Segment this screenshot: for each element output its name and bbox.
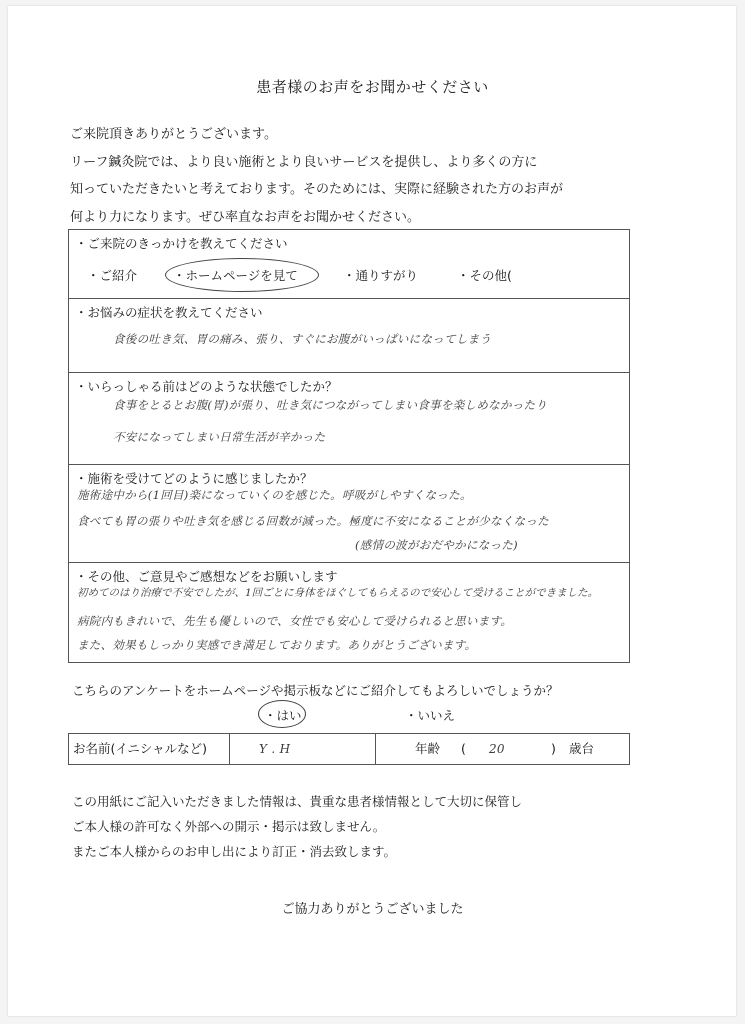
share-permission-question: こちらのアンケートをホームページや掲示板などにご紹介してもよろしいでしょうか？: [72, 683, 559, 698]
section-condition-before: [69, 372, 629, 465]
age-open-paren: (: [461, 741, 466, 756]
age-suffix: 歳台: [569, 741, 595, 756]
age-value[interactable]: 20: [489, 742, 505, 756]
name-age-row: [68, 733, 630, 765]
intro-line: 何より力になります。ぜひ率直なお声をお聞かせください。: [70, 209, 420, 225]
question-label: ・お悩みの症状を教えてください: [75, 305, 263, 320]
intro-line: リーフ鍼灸院では、より良い施術とより良いサービスを提供し、より多くの方に: [70, 154, 538, 170]
question-label: ・いらっしゃる前はどのような状態でしたか？: [75, 379, 338, 394]
handwritten-answer: 病院内もきれいで、先生も優しいので、女性でも安心して受けられると思います。: [77, 614, 513, 628]
privacy-notice: [72, 789, 522, 864]
intro-text: [70, 121, 670, 231]
handwritten-answer: 施術途中から(1回目)楽になっていくのを感じた。呼吸がしやすくなった。: [77, 488, 472, 502]
page-title: 患者様のお声をお聞かせください: [256, 78, 489, 96]
option-homepage[interactable]: ・ホームページを見て: [173, 268, 298, 283]
intro-line: ご来院頂きありがとうございます。: [70, 127, 277, 142]
age-close-paren: ): [551, 741, 556, 756]
section-visit-reason: [69, 230, 629, 298]
divider: [375, 734, 376, 764]
section-comments: [69, 562, 629, 663]
intro-line: 知っていただきたいと考えております。そのためには、実際に経験された方のお声が: [70, 182, 563, 197]
handwritten-answer: 不安になってしまい日常生活が辛かった: [113, 430, 326, 444]
survey-table: [68, 229, 630, 663]
section-symptoms: [69, 298, 629, 373]
notice-line: この用紙にご記入いただきました情報は、貴重な患者様情報として大切に保管し: [72, 794, 523, 809]
closing-message: ご協力ありがとうございました: [281, 902, 464, 917]
name-value[interactable]: Y . H: [259, 742, 291, 756]
handwritten-answer: 初めてのはり治療で不安でしたが、1回ごとに身体をほぐしてもらえるので安心して受けることができました。: [77, 587, 599, 599]
notice-line: またご本人様からのお申し出により訂正・消去致します。: [72, 844, 397, 859]
notice-line: ご本人様の許可なく外部への開示・掲示は致しません。: [72, 819, 386, 834]
handwritten-answer: 食べても胃の張りや吐き気を感じる回数が減った。極度に不安になることが少なくなった: [77, 514, 549, 528]
divider: [229, 734, 230, 764]
option-other[interactable]: ・その他(: [457, 268, 512, 283]
option-passing-by[interactable]: ・通りすがり: [343, 268, 419, 283]
age-label: 年齢: [415, 741, 441, 756]
handwritten-answer: 食後の吐き気、胃の痛み、張り、すぐにお腹がいっぱいになってしまう: [113, 332, 492, 346]
option-referral[interactable]: ・ご紹介: [87, 268, 138, 283]
handwritten-answer: 食事をとるとお腹(胃)が張り、吐き気につながってしまい食事を楽しめなかったり: [113, 398, 548, 412]
option-no[interactable]: ・いいえ: [405, 708, 456, 723]
option-yes[interactable]: ・はい: [264, 708, 302, 723]
question-label: ・ご来院のきっかけを教えてください: [75, 236, 288, 251]
handwritten-answer: (感情の波がおだやかになった): [355, 538, 518, 552]
name-label: お名前(イニシャルなど): [73, 741, 208, 756]
question-label: ・施術を受けてどのように感じましたか？: [75, 471, 313, 486]
question-label: ・その他、ご意見やご感想などをお願いします: [75, 569, 338, 584]
handwritten-answer: また、効果もしっかり実感でき満足しております。ありがとうございます。: [77, 638, 477, 652]
section-after-treatment: [69, 464, 629, 563]
